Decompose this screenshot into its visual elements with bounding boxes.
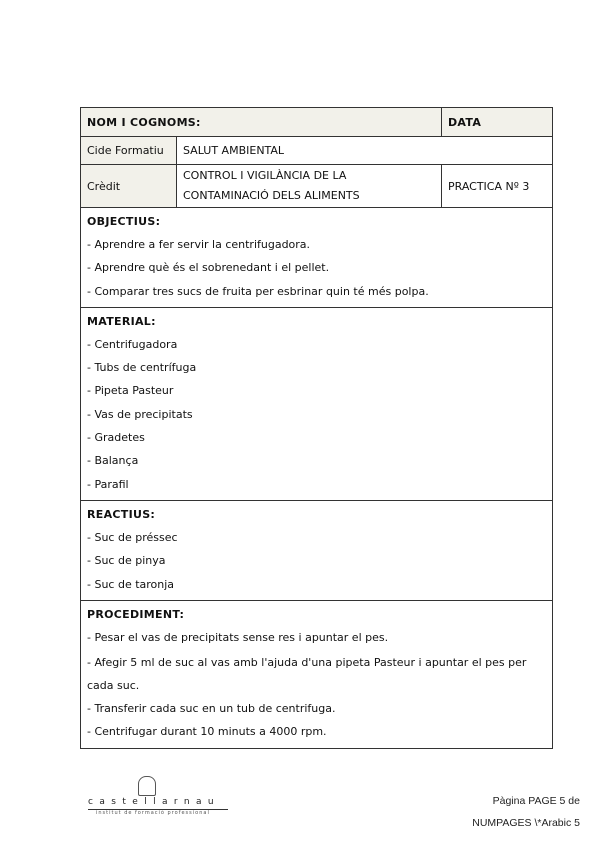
logo-wordmark: castellarnau [88,797,220,807]
reactius-title: REACTIUS: [87,507,156,521]
list-item: - Centrifugadora [87,337,178,351]
material-title: MATERIAL: [87,314,156,328]
list-item: - Suc de taronja [87,577,175,591]
procediment-row [81,600,553,748]
credit-value [177,165,442,208]
logo-subtitle: institut de formació professional [96,810,210,816]
credit-value-line1: CONTROL I VIGILÀNCIA DE LA [183,169,347,182]
list-item: - Pipeta Pasteur [87,384,174,398]
list-item: - Gradetes [87,431,145,445]
objectius-title: OBJECTIUS: [87,215,161,228]
page-number-line2: NUMPAGES \*Arabic 5 [472,817,580,829]
date-label: DATA [442,108,553,137]
page-number-field [472,790,580,834]
name-label: NOM I COGNOMS: [81,108,442,137]
material-section [81,307,553,500]
credit-value-line2: CONTAMINACIÓ DELS ALIMENTS [183,189,360,202]
list-item: - Centrifugar durant 10 minuts a 4000 rpm. [87,725,327,739]
credit-label: Crèdit [81,165,177,208]
list-item: - Aprendre a fer servir la centrifugadora. [87,238,311,251]
procediment-section [81,600,553,748]
cicle-row [81,137,553,165]
list-item: - Afegir 5 ml de suc al vas amb l'ajuda d'una pipeta Pasteur i apuntar el pes per cada suc. [87,656,527,693]
logo-emblem-icon [138,776,156,796]
material-row [81,307,553,500]
list-item: - Balança [87,454,139,468]
list-item: - Vas de precipitats [87,407,193,421]
reactius-row [81,500,553,600]
list-item: - Transferir cada suc en un tub de centrifuga. [87,702,336,716]
practice-sheet-table [80,107,553,749]
list-item: - Suc de préssec [87,530,178,544]
institution-logo [88,776,233,820]
list-item: - Parafil [87,477,129,491]
list-item: - Suc de pinya [87,554,166,568]
list-item: - Tubs de centrífuga [87,361,197,375]
header-row [81,108,553,137]
procediment-title: PROCEDIMENT: [87,607,185,621]
practice-number: PRACTICA Nº 3 [442,165,553,208]
objectius-row [81,208,553,308]
list-item: - Comparar tres sucs de fruita per esbrinar quin té més polpa. [87,284,429,298]
credit-row [81,165,553,208]
cicle-value: SALUT AMBIENTAL [177,137,553,165]
list-item: - Pesar el vas de precipitats sense res i apuntar el pes. [87,630,389,644]
objectius-section [81,208,553,308]
page-number-line1: Pàgina PAGE 5 de [492,795,580,807]
cicle-label: Cide Formatiu [81,137,177,165]
list-item: - Aprendre què és el sobrenedant i el pellet. [87,261,330,275]
reactius-section [81,500,553,600]
